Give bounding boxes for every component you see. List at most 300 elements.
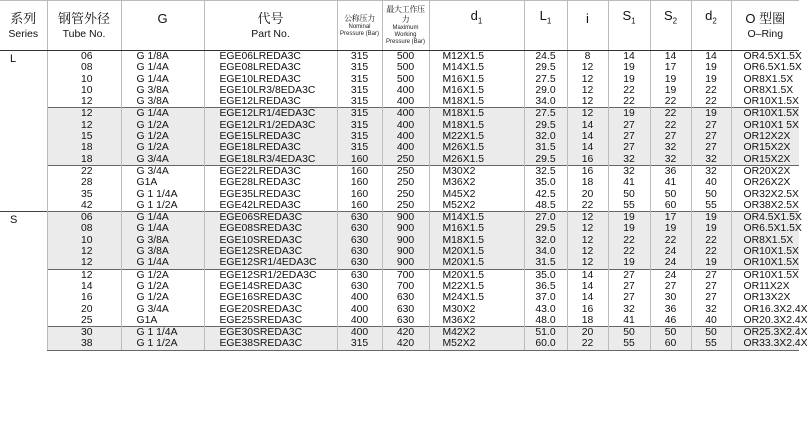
part-no-cell: EGE22LREDA3C bbox=[204, 165, 337, 177]
i-header bbox=[567, 1, 608, 51]
max-working-pressure-cell: 250 bbox=[382, 177, 429, 188]
part-no-cell: EGE18LREDA3C bbox=[204, 142, 337, 153]
tube-no-cell: 12 bbox=[47, 246, 121, 257]
g-thread-cell: G 1/2A bbox=[121, 120, 204, 131]
tube-no-cell: 10 bbox=[47, 85, 121, 96]
d1-value-cell: M26X1.5 bbox=[429, 142, 524, 153]
part-no-cell: EGE06SREDA3C bbox=[204, 212, 337, 224]
d2-value-cell: 19 bbox=[691, 223, 731, 234]
nominal-pressure-cell: 160 bbox=[337, 200, 382, 212]
oring-value-cell: OR8X1.5X bbox=[731, 235, 799, 246]
i-value-cell: 12 bbox=[567, 108, 608, 120]
s2-header-label: S bbox=[663, 7, 673, 23]
header-row bbox=[0, 1, 799, 51]
s1-value-cell: 50 bbox=[608, 189, 650, 200]
d1-value-cell: M12X1.5 bbox=[429, 51, 524, 63]
max-working-pressure-cell: 900 bbox=[382, 235, 429, 246]
max-working-pressure-cell: 250 bbox=[382, 200, 429, 212]
part-no-cell: EGE12LREDA3C bbox=[204, 96, 337, 108]
d1-value-cell: M16X1.5 bbox=[429, 85, 524, 96]
table-row bbox=[0, 315, 799, 327]
oring-value-cell: OR13X2X bbox=[731, 292, 799, 303]
d2-value-cell: 50 bbox=[691, 189, 731, 200]
d2-value-cell: 22 bbox=[691, 85, 731, 96]
max-working-pressure-cell: 900 bbox=[382, 223, 429, 234]
nominal-pressure-cell: 630 bbox=[337, 269, 382, 281]
g-thread-cell: G 3/8A bbox=[121, 235, 204, 246]
s1-value-cell: 55 bbox=[608, 200, 650, 212]
s2-value-cell: 22 bbox=[650, 235, 691, 246]
d1-header-sub: 1 bbox=[477, 16, 483, 26]
oring-header-en: O–Ring bbox=[747, 27, 784, 40]
part-no-cell: EGE35LREDA3C bbox=[204, 189, 337, 200]
nominal-pressure-cell: 315 bbox=[337, 51, 382, 63]
oring-value-cell: OR33.3X2.4X bbox=[731, 338, 799, 350]
i-value-cell: 14 bbox=[567, 292, 608, 303]
i-value-cell: 12 bbox=[567, 223, 608, 234]
s2-value-cell: 32 bbox=[650, 142, 691, 153]
max-working-pressure-cell: 700 bbox=[382, 269, 429, 281]
i-value-cell: 12 bbox=[567, 96, 608, 108]
l1-value-cell: 24.5 bbox=[524, 51, 567, 63]
oring-value-cell: OR10X1.5X bbox=[731, 269, 799, 281]
i-value-cell: 8 bbox=[567, 51, 608, 63]
l1-value-cell: 27.5 bbox=[524, 74, 567, 85]
g-thread-cell: G 1/4A bbox=[121, 74, 204, 85]
oring-value-cell: OR20X2X bbox=[731, 165, 799, 177]
d2-value-cell: 19 bbox=[691, 62, 731, 73]
s2-value-cell: 22 bbox=[650, 96, 691, 108]
max-working-pressure-cell: 250 bbox=[382, 165, 429, 177]
series-header-en: Series bbox=[8, 27, 39, 40]
tube-no-cell: 18 bbox=[47, 142, 121, 153]
oring-value-cell: OR11X2X bbox=[731, 281, 799, 292]
oring-value-cell: OR10X1.5X bbox=[731, 96, 799, 108]
g-thread-cell: G 3/8A bbox=[121, 85, 204, 96]
max-working-pressure-cell: 400 bbox=[382, 85, 429, 96]
g-thread-cell: G1A bbox=[121, 177, 204, 188]
i-value-cell: 18 bbox=[567, 315, 608, 327]
l1-value-cell: 31.5 bbox=[524, 142, 567, 153]
table-row bbox=[0, 223, 799, 234]
table-row bbox=[0, 304, 799, 315]
g-thread-cell: G 1/2A bbox=[121, 131, 204, 142]
g-thread-cell: G 3/4A bbox=[121, 304, 204, 315]
s1-value-cell: 22 bbox=[608, 246, 650, 257]
i-value-cell: 20 bbox=[567, 189, 608, 200]
tube-header-en: Tube No. bbox=[62, 27, 106, 40]
d1-value-cell: M20X1.5 bbox=[429, 246, 524, 257]
g-thread-cell: G 1 1/2A bbox=[121, 338, 204, 350]
i-value-cell: 14 bbox=[567, 142, 608, 153]
s2-value-cell: 36 bbox=[650, 165, 691, 177]
s2-value-cell: 17 bbox=[650, 62, 691, 73]
s2-value-cell: 22 bbox=[650, 108, 691, 120]
s1-value-cell: 32 bbox=[608, 304, 650, 315]
table-row bbox=[0, 269, 799, 281]
tube-no-cell: 30 bbox=[47, 327, 121, 339]
max-working-pressure-cell: 250 bbox=[382, 189, 429, 200]
part-no-cell: EGE10SREDA3C bbox=[204, 235, 337, 246]
series-header bbox=[0, 1, 47, 51]
i-value-cell: 16 bbox=[567, 304, 608, 315]
table-row bbox=[0, 154, 799, 166]
table-row bbox=[0, 108, 799, 120]
s1-value-cell: 27 bbox=[608, 120, 650, 131]
d1-value-cell: M18X1.5 bbox=[429, 235, 524, 246]
nominal-pressure-cell: 315 bbox=[337, 62, 382, 73]
d2-value-cell: 22 bbox=[691, 96, 731, 108]
d2-header-label: d bbox=[705, 7, 713, 23]
g-thread-cell: G 1/2A bbox=[121, 142, 204, 153]
table-row bbox=[0, 51, 799, 63]
oring-value-cell: OR10X1.5X bbox=[731, 246, 799, 257]
tube-no-cell: 25 bbox=[47, 315, 121, 327]
s2-value-cell: 60 bbox=[650, 200, 691, 212]
s1-value-cell: 19 bbox=[608, 74, 650, 85]
part-no-cell: EGE14SREDA3C bbox=[204, 281, 337, 292]
s1-value-cell: 41 bbox=[608, 315, 650, 327]
s2-value-cell: 27 bbox=[650, 281, 691, 292]
l1-value-cell: 29.5 bbox=[524, 223, 567, 234]
nominal-pressure-cell: 315 bbox=[337, 85, 382, 96]
l1-value-cell: 37.0 bbox=[524, 292, 567, 303]
table-row bbox=[0, 235, 799, 246]
table-row bbox=[0, 281, 799, 292]
table-row bbox=[0, 327, 799, 339]
s2-header-sub: 2 bbox=[672, 16, 678, 26]
s1-value-cell: 27 bbox=[608, 131, 650, 142]
d1-value-cell: M30X2 bbox=[429, 304, 524, 315]
s2-value-cell: 24 bbox=[650, 269, 691, 281]
d2-value-cell: 22 bbox=[691, 246, 731, 257]
max-working-pressure-cell: 400 bbox=[382, 142, 429, 153]
d1-value-cell: M45X2 bbox=[429, 189, 524, 200]
g-thread-cell: G1A bbox=[121, 315, 204, 327]
l1-value-cell: 32.0 bbox=[524, 235, 567, 246]
s1-value-cell: 22 bbox=[608, 96, 650, 108]
s1-value-cell: 19 bbox=[608, 62, 650, 73]
s1-value-cell: 27 bbox=[608, 269, 650, 281]
s2-value-cell: 19 bbox=[650, 74, 691, 85]
part-no-cell: EGE12SREDA3C bbox=[204, 246, 337, 257]
nominal-pressure-cell: 630 bbox=[337, 223, 382, 234]
table-row bbox=[0, 200, 799, 212]
tube-no-cell: 12 bbox=[47, 257, 121, 269]
part-header bbox=[204, 1, 337, 51]
d1-value-cell: M26X1.5 bbox=[429, 154, 524, 166]
i-value-cell: 12 bbox=[567, 62, 608, 73]
s2-value-cell: 50 bbox=[650, 189, 691, 200]
g-thread-cell: G 1 1/4A bbox=[121, 189, 204, 200]
s1-value-cell: 27 bbox=[608, 142, 650, 153]
g-header bbox=[121, 1, 204, 51]
g-thread-cell: G 3/8A bbox=[121, 246, 204, 257]
tube-header bbox=[47, 1, 121, 51]
oring-value-cell: OR15X2X bbox=[731, 142, 799, 153]
nominal-pressure-cell: 400 bbox=[337, 304, 382, 315]
d1-value-cell: M18X1.5 bbox=[429, 96, 524, 108]
i-value-cell: 16 bbox=[567, 165, 608, 177]
nominal-pressure-cell: 315 bbox=[337, 338, 382, 350]
s1-value-cell: 19 bbox=[608, 212, 650, 224]
oring-value-cell: OR12X2X bbox=[731, 131, 799, 142]
s2-value-cell: 46 bbox=[650, 315, 691, 327]
i-value-cell: 16 bbox=[567, 154, 608, 166]
tube-no-cell: 12 bbox=[47, 108, 121, 120]
tube-no-cell: 16 bbox=[47, 292, 121, 303]
tube-no-cell: 08 bbox=[47, 62, 121, 73]
l1-value-cell: 27.5 bbox=[524, 108, 567, 120]
l1-value-cell: 35.0 bbox=[524, 269, 567, 281]
part-no-cell: EGE18LR3/4EDA3C bbox=[204, 154, 337, 166]
table-row bbox=[0, 246, 799, 257]
oring-value-cell: OR25.3X2.4X bbox=[731, 327, 799, 339]
d2-value-cell: 19 bbox=[691, 257, 731, 269]
tube-no-cell: 15 bbox=[47, 131, 121, 142]
table-row bbox=[0, 212, 799, 224]
max-working-pressure-cell: 500 bbox=[382, 62, 429, 73]
d1-header-label: d bbox=[470, 7, 478, 23]
part-no-cell: EGE16SREDA3C bbox=[204, 292, 337, 303]
part-no-cell: EGE12LR1/4EDA3C bbox=[204, 108, 337, 120]
part-no-cell: EGE42LREDA3C bbox=[204, 200, 337, 212]
s1-header-sub: 1 bbox=[631, 16, 636, 26]
s2-value-cell: 41 bbox=[650, 177, 691, 188]
d2-value-cell: 27 bbox=[691, 281, 731, 292]
s2-value-cell: 22 bbox=[650, 120, 691, 131]
s1-value-cell: 55 bbox=[608, 338, 650, 350]
i-value-cell: 12 bbox=[567, 74, 608, 85]
tube-no-cell: 06 bbox=[47, 212, 121, 224]
tube-no-cell: 42 bbox=[47, 200, 121, 212]
d2-value-cell: 32 bbox=[691, 154, 731, 166]
d2-value-cell: 19 bbox=[691, 74, 731, 85]
tube-no-cell: 08 bbox=[47, 223, 121, 234]
part-no-cell: EGE10LREDA3C bbox=[204, 74, 337, 85]
oring-value-cell: OR20.3X2.4X bbox=[731, 315, 799, 327]
l1-value-cell: 29.5 bbox=[524, 62, 567, 73]
nominal-pressure-cell: 400 bbox=[337, 292, 382, 303]
part-no-cell: EGE25SREDA3C bbox=[204, 315, 337, 327]
d1-value-cell: M52X2 bbox=[429, 338, 524, 350]
nominal-pressure-cell: 630 bbox=[337, 281, 382, 292]
max-working-pressure-cell: 700 bbox=[382, 281, 429, 292]
table-row bbox=[0, 85, 799, 96]
d2-value-cell: 22 bbox=[691, 235, 731, 246]
d1-value-cell: M52X2 bbox=[429, 200, 524, 212]
max-working-pressure-cell: 630 bbox=[382, 304, 429, 315]
s1-value-cell: 22 bbox=[608, 235, 650, 246]
d1-value-cell: M16X1.5 bbox=[429, 74, 524, 85]
part-no-cell: EGE28LREDA3C bbox=[204, 177, 337, 188]
oring-value-cell: OR16.3X2.4X bbox=[731, 304, 799, 315]
oring-value-cell: OR15X2X bbox=[731, 154, 799, 166]
d2-value-cell: 55 bbox=[691, 338, 731, 350]
nominal-pressure-cell: 160 bbox=[337, 189, 382, 200]
nominal-pressure-cell: 160 bbox=[337, 165, 382, 177]
s2-header bbox=[650, 1, 691, 51]
part-header-en: Part No. bbox=[251, 27, 290, 40]
tube-no-cell: 35 bbox=[47, 189, 121, 200]
l1-value-cell: 29.5 bbox=[524, 154, 567, 166]
tube-no-cell: 28 bbox=[47, 177, 121, 188]
s1-value-cell: 14 bbox=[608, 51, 650, 63]
table-body bbox=[0, 51, 808, 351]
i-value-cell: 14 bbox=[567, 120, 608, 131]
g-thread-cell: G 1/4A bbox=[121, 257, 204, 269]
s1-header bbox=[608, 1, 650, 51]
tube-no-cell: 18 bbox=[47, 154, 121, 166]
d2-value-cell: 27 bbox=[691, 120, 731, 131]
g-thread-cell: G 1/2A bbox=[121, 292, 204, 303]
g-thread-cell: G 1/8A bbox=[121, 51, 204, 63]
s2-value-cell: 27 bbox=[650, 131, 691, 142]
max-working-pressure-cell: 420 bbox=[382, 338, 429, 350]
tube-no-cell: 20 bbox=[47, 304, 121, 315]
nominal-pressure-cell: 630 bbox=[337, 257, 382, 269]
table-row bbox=[0, 96, 799, 108]
series-header-cn: 系列 bbox=[10, 10, 37, 26]
s1-value-cell: 27 bbox=[608, 281, 650, 292]
max-working-pressure-cell: 400 bbox=[382, 120, 429, 131]
tube-no-cell: 12 bbox=[47, 96, 121, 108]
max-working-pressure-cell: 400 bbox=[382, 108, 429, 120]
i-header-label: i bbox=[586, 10, 589, 26]
part-no-cell: EGE08LREDA3C bbox=[204, 62, 337, 73]
d1-value-cell: M22X1.5 bbox=[429, 281, 524, 292]
i-value-cell: 22 bbox=[567, 200, 608, 212]
d1-value-cell: M14X1.5 bbox=[429, 62, 524, 73]
d1-value-cell: M24X1.5 bbox=[429, 292, 524, 303]
l1-value-cell: 42.5 bbox=[524, 189, 567, 200]
oring-value-cell: OR10X1.5X bbox=[731, 257, 799, 269]
table-row bbox=[0, 338, 799, 350]
l1-value-cell: 32.5 bbox=[524, 165, 567, 177]
maxwork-header-cn: 最大工作压力 bbox=[386, 5, 425, 24]
l1-header-sub: 1 bbox=[546, 16, 552, 26]
oring-value-cell: OR26X2X bbox=[731, 177, 799, 188]
s1-value-cell: 19 bbox=[608, 108, 650, 120]
tube-no-cell: 06 bbox=[47, 51, 121, 63]
s2-value-cell: 14 bbox=[650, 51, 691, 63]
part-no-cell: EGE08SREDA3C bbox=[204, 223, 337, 234]
s1-value-cell: 22 bbox=[608, 85, 650, 96]
g-thread-cell: G 1 1/4A bbox=[121, 327, 204, 339]
l1-value-cell: 43.0 bbox=[524, 304, 567, 315]
tube-no-cell: 12 bbox=[47, 269, 121, 281]
tube-no-cell: 12 bbox=[47, 120, 121, 131]
g-thread-cell: G 3/8A bbox=[121, 96, 204, 108]
l1-value-cell: 27.0 bbox=[524, 212, 567, 224]
d2-value-cell: 50 bbox=[691, 327, 731, 339]
s1-value-cell: 50 bbox=[608, 327, 650, 339]
nominal-pressure-cell: 160 bbox=[337, 177, 382, 188]
g-thread-cell: G 1/4A bbox=[121, 212, 204, 224]
nominal-header-cn: 公称压力 bbox=[344, 13, 375, 23]
d2-value-cell: 27 bbox=[691, 269, 731, 281]
max-working-pressure-cell: 250 bbox=[382, 154, 429, 166]
d2-value-cell: 55 bbox=[691, 200, 731, 212]
d2-value-cell: 19 bbox=[691, 108, 731, 120]
d2-value-cell: 40 bbox=[691, 315, 731, 327]
max-working-pressure-cell: 420 bbox=[382, 327, 429, 339]
oring-value-cell: OR8X1.5X bbox=[731, 85, 799, 96]
part-no-cell: EGE06LREDA3C bbox=[204, 51, 337, 63]
i-value-cell: 14 bbox=[567, 269, 608, 281]
oring-value-cell: OR8X1.5X bbox=[731, 74, 799, 85]
l1-header bbox=[524, 1, 567, 51]
s2-value-cell: 60 bbox=[650, 338, 691, 350]
i-value-cell: 12 bbox=[567, 235, 608, 246]
d1-header bbox=[429, 1, 524, 51]
table-row bbox=[0, 74, 799, 85]
nominal-pressure-cell: 630 bbox=[337, 212, 382, 224]
s2-value-cell: 30 bbox=[650, 292, 691, 303]
max-working-pressure-cell: 630 bbox=[382, 292, 429, 303]
table-row bbox=[0, 120, 799, 131]
d2-value-cell: 27 bbox=[691, 292, 731, 303]
i-value-cell: 14 bbox=[567, 131, 608, 142]
s1-value-cell: 19 bbox=[608, 223, 650, 234]
s2-value-cell: 32 bbox=[650, 154, 691, 166]
nominal-pressure-cell: 315 bbox=[337, 120, 382, 131]
max-working-pressure-cell: 400 bbox=[382, 131, 429, 142]
oring-value-cell: OR10X1 5X bbox=[731, 120, 799, 131]
nominal-pressure-cell: 315 bbox=[337, 74, 382, 85]
l1-value-cell: 29.0 bbox=[524, 85, 567, 96]
g-thread-cell: G 1/4A bbox=[121, 108, 204, 120]
nominal-pressure-cell: 400 bbox=[337, 315, 382, 327]
tube-no-cell: 38 bbox=[47, 338, 121, 350]
table-row bbox=[0, 292, 799, 303]
oring-value-cell: OR4.5X1.5X bbox=[731, 51, 799, 63]
table-row bbox=[0, 257, 799, 269]
max-working-pressure-header bbox=[382, 1, 429, 51]
i-value-cell: 18 bbox=[567, 177, 608, 188]
l1-value-cell: 35.0 bbox=[524, 177, 567, 188]
l1-value-cell: 36.5 bbox=[524, 281, 567, 292]
nominal-pressure-cell: 315 bbox=[337, 142, 382, 153]
g-thread-cell: G 1 1/2A bbox=[121, 200, 204, 212]
series-label: L bbox=[0, 51, 47, 212]
nominal-header-en: Nominal Pressure (Bar) bbox=[339, 23, 379, 37]
i-value-cell: 12 bbox=[567, 212, 608, 224]
part-no-cell: EGE15LREDA3C bbox=[204, 131, 337, 142]
oring-value-cell: OR6.5X1.5X bbox=[731, 223, 799, 234]
s2-value-cell: 17 bbox=[650, 212, 691, 224]
nominal-pressure-cell: 630 bbox=[337, 235, 382, 246]
g-thread-cell: G 1/2A bbox=[121, 269, 204, 281]
i-value-cell: 20 bbox=[567, 327, 608, 339]
g-thread-cell: G 1/2A bbox=[121, 281, 204, 292]
oring-value-cell: OR6.5X1.5X bbox=[731, 62, 799, 73]
g-thread-cell: G 1/4A bbox=[121, 223, 204, 234]
tube-no-cell: 10 bbox=[47, 235, 121, 246]
d1-value-cell: M22X1.5 bbox=[429, 131, 524, 142]
i-value-cell: 22 bbox=[567, 338, 608, 350]
d2-header-sub: 2 bbox=[712, 16, 717, 26]
oring-value-cell: OR4.5X1.5X bbox=[731, 212, 799, 224]
nominal-pressure-cell: 315 bbox=[337, 131, 382, 142]
i-value-cell: 12 bbox=[567, 85, 608, 96]
s2-value-cell: 19 bbox=[650, 85, 691, 96]
g-thread-cell: G 1/4A bbox=[121, 62, 204, 73]
table-row bbox=[0, 189, 799, 200]
d2-header bbox=[691, 1, 731, 51]
g-header-label: G bbox=[157, 10, 168, 26]
d1-value-cell: M30X2 bbox=[429, 165, 524, 177]
